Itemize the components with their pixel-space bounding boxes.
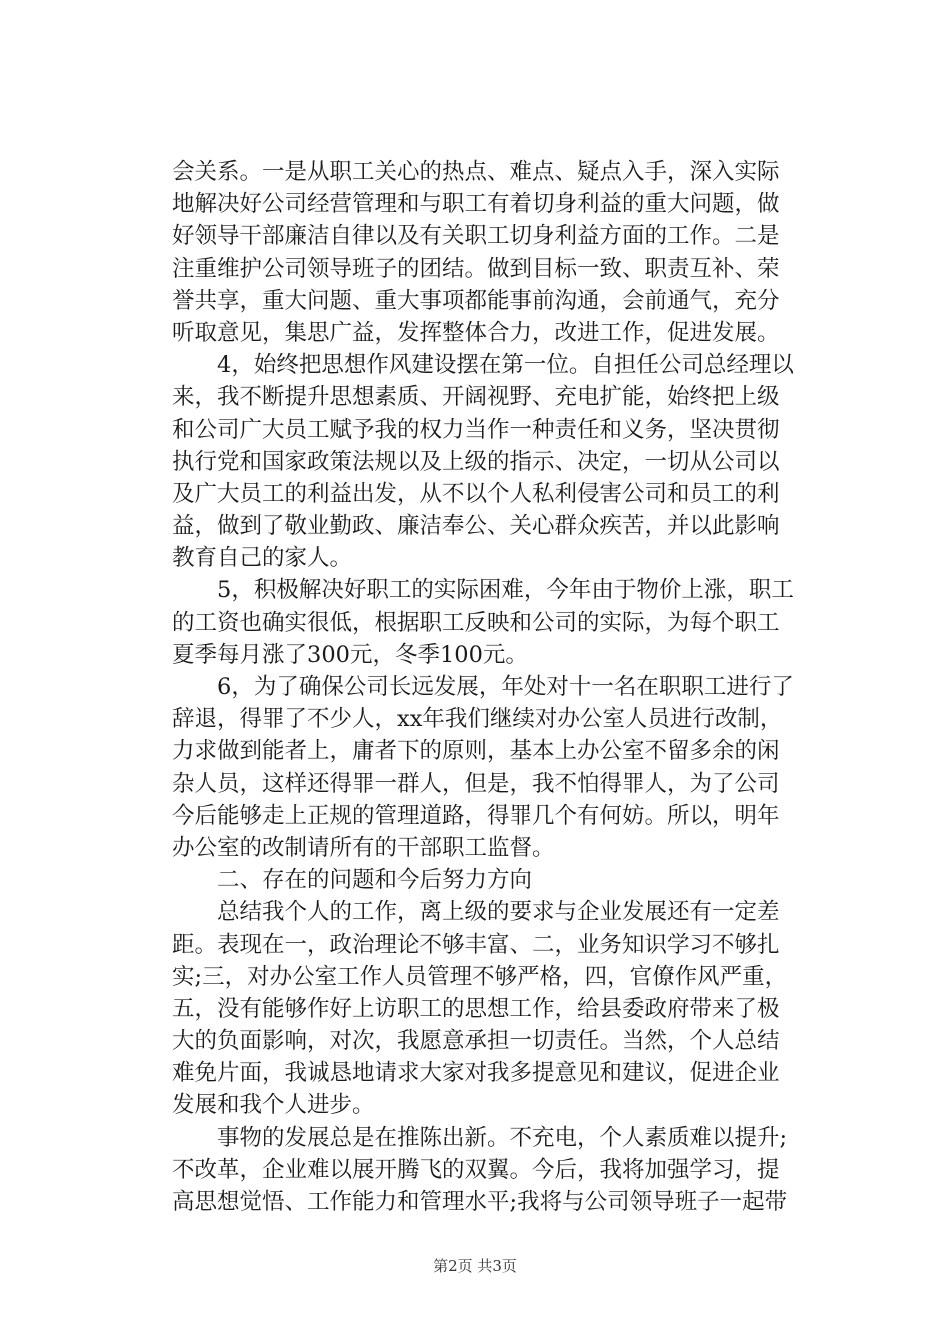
text-line: 力求做到能者上，庸者下的原则，基本上办公室不留多余的闲 — [172, 738, 780, 765]
text-line: 地解决好公司经营管理和与职工有着切身利益的重大问题，做 — [172, 191, 780, 218]
text-line: 听取意见，集思广益，发挥整体合力，改进工作，促进发展。 — [172, 319, 780, 346]
text-line: 的工资也确实很低，根据职工反映和公司的实际，为每个职工 — [172, 609, 780, 636]
text-line: 实;三，对办公室工作人员管理不够严格，四，官僚作风严重， — [172, 963, 788, 990]
text-line: 辞退，得罪了不少人，xx年我们继续对办公室人员进行改制， — [172, 706, 783, 733]
text-line: 和公司广大员工赋予我的权力当作一种责任和义务，坚决贯彻 — [172, 416, 780, 443]
text-line: 教育自己的家人。 — [172, 545, 353, 572]
text-line: 执行党和国家政策法规以及上级的指示、决定，一切从公司以 — [172, 448, 780, 475]
text-line: 五，没有能够作好上访职工的思想工作，给县委政府带来了极 — [172, 995, 780, 1022]
text-line: 事物的发展总是在推陈出新。不充电，个人素质难以提升; — [172, 1124, 788, 1151]
text-line: 誉共享，重大问题、重大事项都能事前沟通，会前通气，充分 — [172, 287, 780, 314]
text-line: 难免片面，我诚恳地请求大家对我多提意见和建议，促进企业 — [172, 1060, 780, 1087]
text-line: 益，做到了敬业勤政、廉洁奉公、关心群众疾苦，并以此影响 — [172, 513, 780, 540]
text-line: 5，积极解决好职工的实际困难，今年由于物价上涨，职工 — [172, 577, 794, 604]
text-line: 发展和我个人进步。 — [172, 1092, 375, 1119]
text-line: 会关系。一是从职工关心的热点、难点、疑点入手，深入实际 — [172, 159, 780, 185]
text-line: 高思想觉悟、工作能力和管理水平;我将与公司领导班子一起带 — [172, 1189, 788, 1215]
text-line: 及广大员工的利益出发，从不以个人私利侵害公司和员工的利 — [172, 480, 780, 507]
text-line: 总结我个人的工作，离上级的要求与企业发展还有一定差 — [172, 899, 780, 926]
text-line: 杂人员，这样还得罪一群人，但是，我不怕得罪人，为了公司 — [172, 770, 780, 797]
text-line: 来，我不断提升思想素质、开阔视野、充电扩能，始终把上级 — [172, 384, 780, 411]
text-line: 办公室的改制请所有的干部职工监督。 — [172, 834, 555, 861]
text-line: 6，为了确保公司长远发展，年处对十一名在职职工进行了 — [172, 674, 794, 700]
body-text — [172, 156, 832, 1218]
text-line: 今后能够走上正规的管理道路，得罪几个有何妨。所以，明年 — [172, 802, 780, 829]
text-line: 4，始终把思想作风建设摆在第一位。自担任公司总经理以 — [172, 352, 794, 379]
text-line: 好领导干部廉洁自律以及有关职工切身利益方面的工作。二是 — [172, 223, 780, 250]
text-line: 大的负面影响，对次，我愿意承担一切责任。当然，个人总结 — [172, 1028, 780, 1055]
text-line: 不改革，企业难以展开腾飞的双翼。今后，我将加强学习，提 — [172, 1156, 780, 1183]
text-line: 二、存在的问题和今后努力方向 — [172, 867, 533, 894]
text-line: 夏季每月涨了300元，冬季100元。 — [172, 641, 528, 668]
text-line: 距。表现在一，政治理论不够丰富、二，业务知识学习不够扎 — [172, 931, 780, 958]
page-footer: 第2页 共3页 — [433, 1257, 517, 1275]
text-line: 注重维护公司领导班子的团结。做到目标一致、职责互补、荣 — [172, 255, 780, 282]
